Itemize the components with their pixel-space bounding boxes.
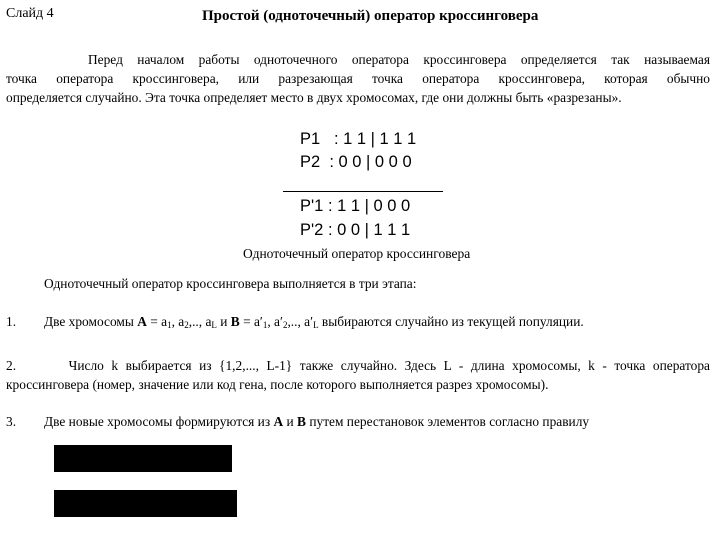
offspring-2-bits: : 0 0 | 1 1 1 <box>327 221 411 239</box>
offspring-1-name: P'1 <box>300 197 324 215</box>
item-2-line-2: кроссинговера (номер, значение или код гена, после которого выполняется разрез хромосомы). <box>6 377 549 392</box>
item-1-text: Две хромосомы $A = a_1$, $a_2$,.., $a_L$ и $B = a'_1$, $a'_2$,.., $a'_L$ выбираются случайно из текущей популяции. <box>44 314 584 330</box>
item-2-number: 2. <box>6 358 17 373</box>
intro-line-1: Перед началом работы одноточечного оператора кроссинговера определяется так называемая <box>88 52 710 67</box>
parent-1-row <box>300 130 416 149</box>
parent-1-name: P1 <box>300 130 321 148</box>
offspring-1-bits: : 1 1 | 0 0 0 <box>327 197 411 215</box>
item-2-line-1: 2. Число k выбирается из {1,2,..., L-1} также случайно. Здесь L - длина хромосомы, k - точка оператора <box>6 358 710 373</box>
separator-line <box>283 191 443 192</box>
offspring-2-name: P'2 <box>300 221 324 239</box>
figure-caption: Одноточечный оператор кроссинговера <box>243 246 471 261</box>
item-3-text: Две новые хромосомы формируются из A и B путем перестановок элементов согласно правилу <box>44 414 590 429</box>
intro-line-2: точка оператора кроссинговера, или разрезающая точка оператора кроссинговера, которая обычно <box>6 71 710 86</box>
redacted-formula-1 <box>54 445 232 472</box>
parent-1-bits: : 1 1 | 1 1 1 <box>333 130 417 148</box>
slide-title: Простой (одноточечный) оператор кроссинговера <box>202 8 539 24</box>
redacted-formula-2 <box>54 490 237 517</box>
item-3-number: 3. <box>6 414 17 429</box>
intro-paragraph <box>6 50 710 107</box>
slide-number: Слайд 4 <box>6 6 54 21</box>
stages-intro: Одноточечный оператор кроссинговера выполняется в три этапа: <box>44 276 417 291</box>
parent-2-row <box>300 153 412 172</box>
item-2 <box>6 356 710 394</box>
item-1-number: 1. <box>6 314 17 329</box>
offspring-1-row <box>300 197 410 216</box>
intro-line-3: определяется случайно. Эта точка определяет место в двух хромосомах, где они должны быть «разрезаны». <box>6 90 622 105</box>
parent-2-bits: : 0 0 | 0 0 0 <box>329 153 412 171</box>
parent-2-name: P2 <box>300 153 321 171</box>
offspring-2-row <box>300 221 410 240</box>
